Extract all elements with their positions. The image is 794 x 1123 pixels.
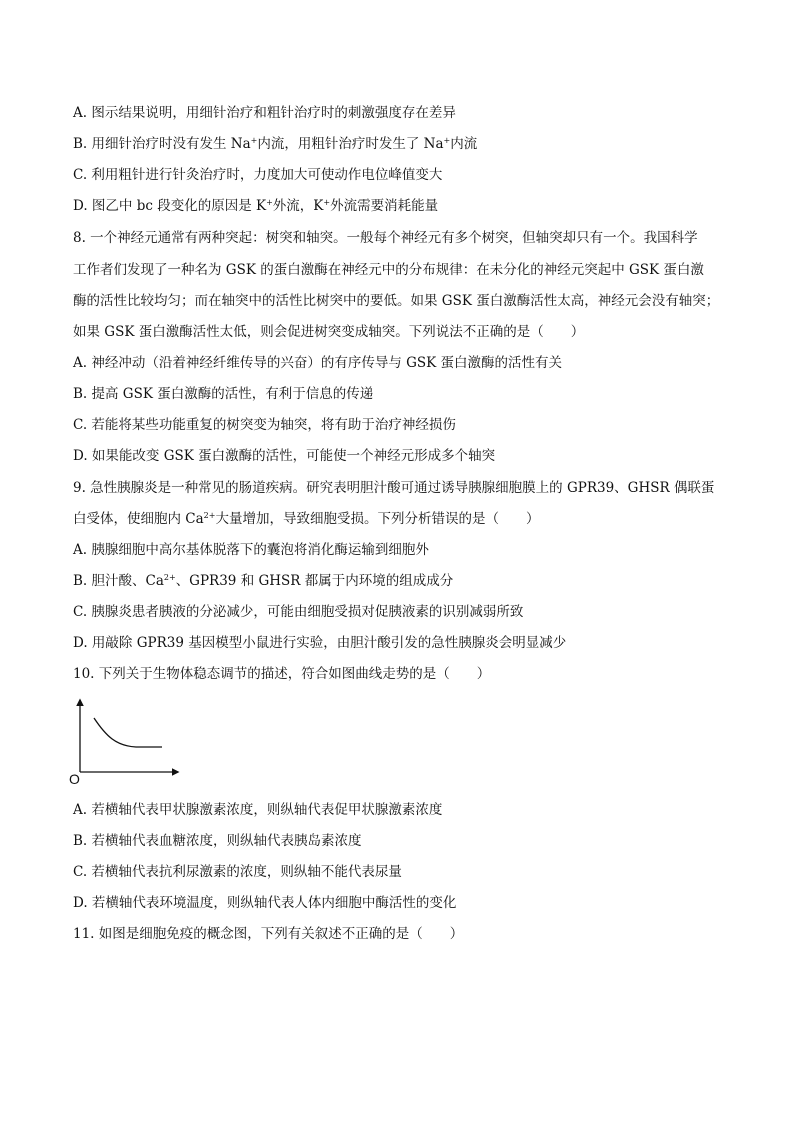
q8-stem-line-1: 8. 一个神经元通常有两种突起：树突和轴突。一般每个神经元有多个树突，但轴突却只有一个。我国科学 [73, 230, 698, 246]
q8-option-b: B. 提高 GSK 蛋白激酶的活性，有利于信息的传递 [73, 386, 374, 402]
q9-stem-line-2-sup: 2+ [203, 511, 216, 520]
q7-option-b-text-1: B. 用细针治疗时没有发生 Na [73, 136, 251, 152]
q10-option-a: A. 若横轴代表甲状腺激素浓度，则纵轴代表促甲状腺激素浓度 [73, 802, 443, 818]
q7-option-b-text-3: 内流 [450, 136, 478, 152]
q7-option-c: C. 利用粗针进行针灸治疗时，力度加大可使动作电位峰值变大 [73, 167, 443, 183]
q10-option-c: C. 若横轴代表抗利尿激素的浓度，则纵轴不能代表尿量 [73, 864, 402, 880]
q10-curve-figure [66, 696, 186, 786]
q9-stem-line-2 [73, 510, 539, 528]
q7-option-d-sup-1: + [266, 198, 273, 207]
q7-option-b-sup-2: + [443, 136, 451, 145]
q8-option-a: A. 神经冲动（沿着神经纤维传导的兴奋）的有序传导与 GSK 蛋白激酶的活性有关 [73, 355, 563, 371]
q8-option-c: C. 若能将某些功能重复的树突变为轴突，将有助于治疗神经损伤 [73, 417, 456, 433]
q8-stem-line-3: 酶的活性比较均匀；而在轴突中的活性比树突中的要低。如果 GSK 蛋白激酶活性太高，神经元会没有轴突； [73, 293, 720, 309]
q9-option-c: C. 胰腺炎患者胰液的分泌减少，可能由细胞受损对促胰液素的识别减弱所致 [73, 604, 524, 620]
origin-label: O [69, 771, 80, 786]
q7-option-b-sup-1: + [250, 136, 258, 145]
q10-option-d: D. 若横轴代表环境温度，则纵轴代表人体内细胞中酶活性的变化 [73, 895, 457, 911]
q9-option-d: D. 用敲除 GPR39 基因模型小鼠进行实验，由胆汁酸引发的急性胰腺炎会明显减少 [73, 635, 567, 651]
q7-option-d-text-3: 外流需要消耗能量 [330, 198, 439, 214]
q7-option-b-text-2: 内流，用粗针治疗时发生了 Na [257, 136, 444, 152]
q11-stem: 11. 如图是细胞免疫的概念图，下列有关叙述不正确的是（ ） [73, 926, 464, 942]
decreasing-curve [94, 718, 162, 747]
q7-option-a: A. 图示结果说明，用细针治疗和粗针治疗时的刺激强度存在差异 [73, 105, 456, 121]
q9-option-a: A. 胰腺细胞中高尔基体脱落下的囊泡将消化酶运输到细胞外 [73, 542, 429, 558]
q7-option-d-sup-2: + [323, 198, 331, 207]
q9-stem-line-2-text-1: 白受体，使细胞内 Ca [73, 511, 204, 527]
q8-stem-line-4: 如果 GSK 蛋白激酶活性太低，则会促进树突变成轴突。下列说法不正确的是（ ） [73, 324, 585, 340]
q9-stem-line-2-text-2: 大量增加，导致细胞受损。下列分析错误的是（ ） [215, 511, 540, 527]
q9-option-b-text-1: B. 胆汁酸、Ca [73, 573, 164, 589]
q9-option-b-text-2: 、GPR39 和 GHSR 都属于内环境的组成成分 [175, 573, 454, 589]
q7-option-b [73, 135, 477, 153]
q8-option-d: D. 如果能改变 GSK 蛋白激酶的活性，可能使一个神经元形成多个轴突 [73, 448, 496, 464]
q7-option-d [73, 197, 438, 215]
q10-stem: 10. 下列关于生物体稳态调节的描述，符合如图曲线走势的是（ ） [73, 666, 491, 682]
q9-option-b-sup: 2+ [163, 573, 176, 582]
q7-option-d-text-1: D. 图乙中 bc 段变化的原因是 K [73, 198, 267, 214]
q9-stem-line-1: 9. 急性胰腺炎是一种常见的肠道疾病。研究表明胆汁酸可通过诱导胰腺细胞膜上的 GPR39、GHSR 偶联蛋 [73, 480, 715, 496]
q7-option-d-text-2: 外流，K [272, 198, 324, 214]
q8-stem-line-2: 工作者们发现了一种名为 GSK 的蛋白激酶在神经元中的分布规律：在未分化的神经元突起中 GSK 蛋白激 [73, 262, 704, 278]
q10-option-b: B. 若横轴代表血糖浓度，则纵轴代表胰岛素浓度 [73, 833, 362, 849]
q9-option-b [73, 572, 453, 590]
